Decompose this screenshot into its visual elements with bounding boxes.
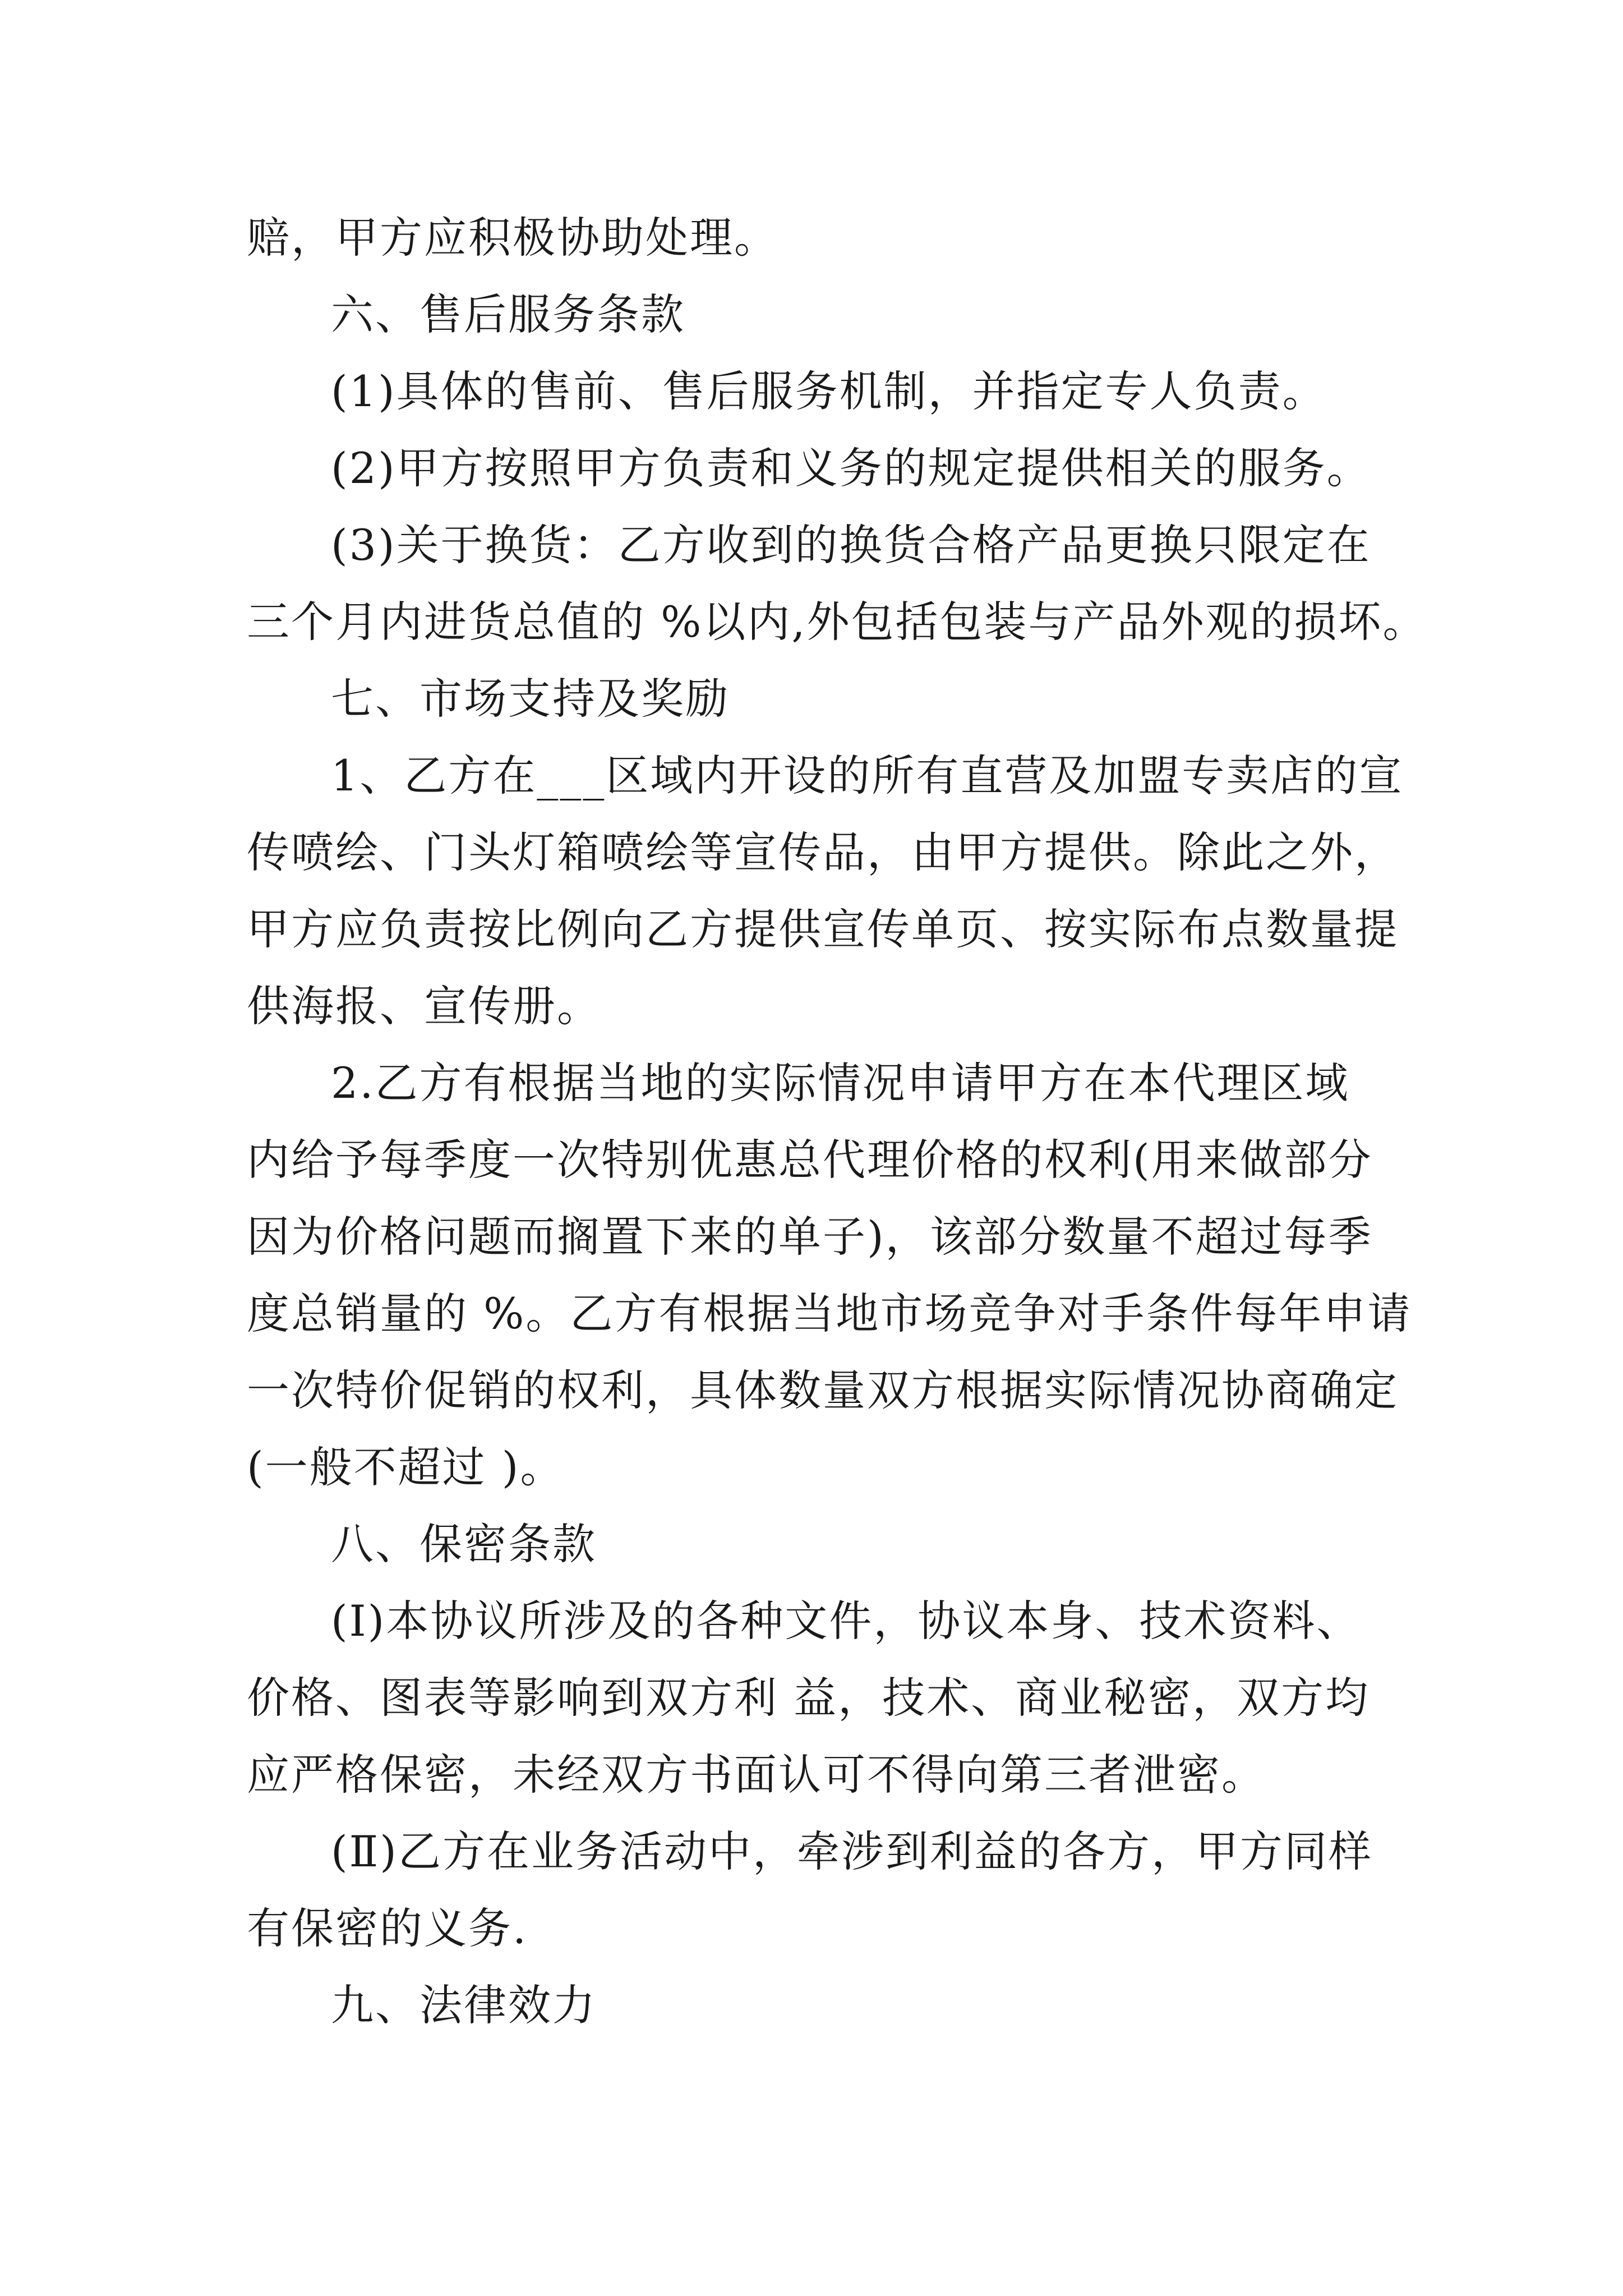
text-line: 内给予每季度一次特别优惠总代理价格的权利(用来做部分 bbox=[247, 1135, 1373, 1185]
text-line: (1)具体的售前、售后服务机制，并指定专人负责。 bbox=[331, 366, 1327, 416]
section-heading: 九、法律效力 bbox=[331, 1980, 597, 2030]
text-line: (Ⅱ)乙方在业务活动中，牵涉到利益的各方，甲方同样 bbox=[331, 1826, 1373, 1876]
section-heading: 八、保密条款 bbox=[331, 1519, 597, 1569]
text-line: 因为价格问题而搁置下来的单子)，该部分数量不超过每季 bbox=[247, 1212, 1373, 1262]
text-line: 一次特价促销的权利，具体数量双方根据实际情况协商确定 bbox=[247, 1365, 1399, 1415]
text-line: 有保密的义务. bbox=[247, 1903, 528, 1953]
text-line: 甲方应负责按比例向乙方提供宣传单页、按实际布点数量提 bbox=[247, 904, 1399, 954]
text-line: 1、乙方在___区域内开设的所有直营及加盟专卖店的宣 bbox=[331, 751, 1404, 800]
text-line: 三个月内进货总值的 %以内,外包括包装与产品外观的损坏。 bbox=[247, 597, 1427, 647]
text-line: 度总销量的 %。乙方有根据当地市场竞争对手条件每年申请 bbox=[247, 1289, 1412, 1338]
text-line: 供海报、宣传册。 bbox=[247, 981, 601, 1031]
section-heading: 七、市场支持及奖励 bbox=[331, 674, 730, 724]
text-line: 传喷绘、门头灯箱喷绘等宣传品，由甲方提供。除此之外， bbox=[247, 827, 1399, 877]
section-heading: 六、售后服务条款 bbox=[331, 289, 685, 339]
text-line: 价格、图表等影响到双方利 益，技术、商业秘密，双方均 bbox=[247, 1673, 1370, 1723]
text-line: (3)关于换货：乙方收到的换货合格产品更换只限定在 bbox=[331, 520, 1371, 570]
document-body bbox=[247, 199, 1427, 2044]
text-line: 2.乙方有根据当地的实际情况申请甲方在本代理区域 bbox=[331, 1058, 1350, 1108]
text-line: 应严格保密，未经双方书面认可不得向第三者泄密。 bbox=[247, 1750, 1266, 1800]
text-line: (一般不超过 )。 bbox=[247, 1442, 565, 1492]
text-line: (Ⅰ)本协议所涉及的各种文件，协议本身、技术资料、 bbox=[331, 1596, 1361, 1646]
text-line: (2)甲方按照甲方负责和义务的规定提供相关的服务。 bbox=[331, 443, 1371, 493]
text-line: 赔，甲方应积极协助处理。 bbox=[247, 213, 778, 263]
